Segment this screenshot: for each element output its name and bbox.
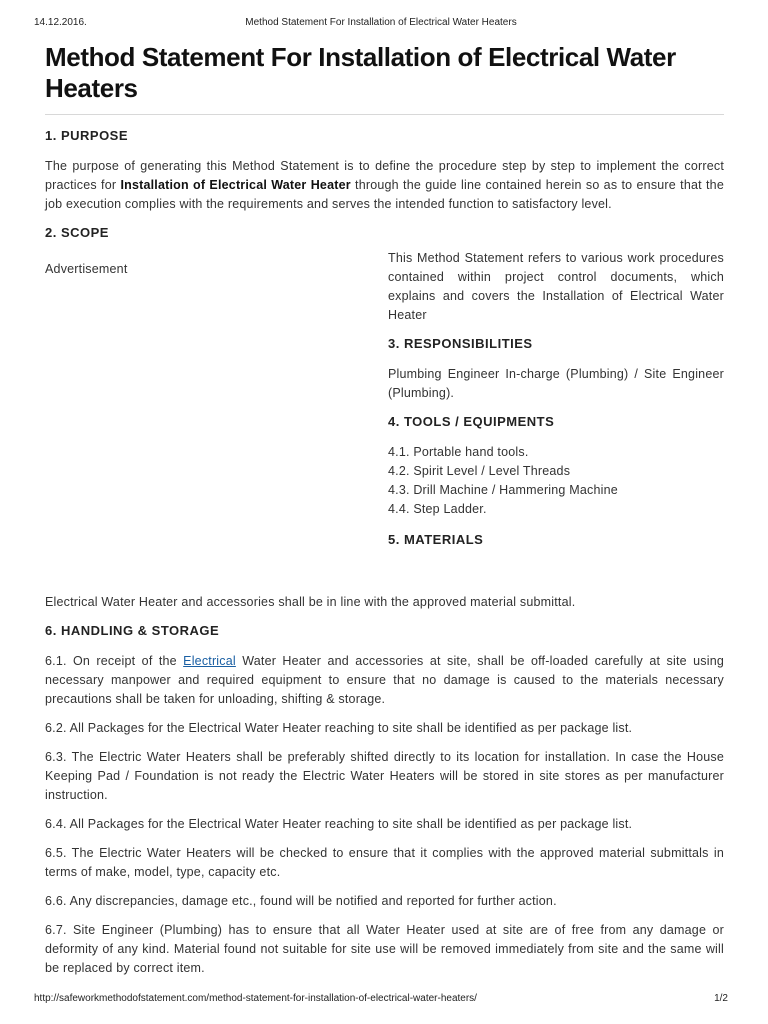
print-footer [34,993,728,1007]
handling-heading: 6. HANDLING & STORAGE [45,623,220,638]
handling-paragraph-6-7: 6.7. Site Engineer (Plumbing) has to ensure that all Water Heater used at site are of free from any damage or deformity of any kind. Material found not suitable for site use will be removed immediately from site and the same will be replaced by correct item. [45,923,724,975]
scope-split-section [45,252,724,593]
responsibilities-paragraph: Plumbing Engineer In-charge (Plumbing) / Site Engineer (Plumbing). [388,367,724,400]
handling-paragraph-6-5: 6.5. The Electric Water Heaters will be checked to ensure that it complies with the approved material submittals in terms of make, model, type, capacity etc. [45,846,724,879]
handling-paragraph-6-3: 6.3. The Electric Water Heaters shall be preferably shifted directly to its location for installation. In case the House Keeping Pad / Foundation is not ready the Electric Water Heaters will be stored in site stores as per manufacturer instruction. [45,750,724,802]
right-column [388,249,724,561]
print-date: 14.12.2016. [34,17,87,28]
handling-paragraph-6-2: 6.2. All Packages for the Electrical Water Heater reaching to site shall be identified as per package list. [45,721,633,735]
page-number: 1/2 [714,993,728,1004]
advertisement-label: Advertisement [45,262,128,276]
article-title: Method Statement For Installation of Electrical Water Heaters [45,42,676,103]
tools-heading: 4. TOOLS / EQUIPMENTS [388,414,555,429]
responsibilities-heading: 3. RESPONSIBILITIES [388,336,533,351]
print-url: http://safeworkmethodofstatement.com/method-statement-for-installation-of-electrical-water-heaters/ [34,993,477,1004]
materials-heading: 5. MATERIALS [388,532,484,547]
purpose-paragraph: The purpose of generating this Method Statement is to define the procedure step by step to implement the correct practices for Installation of Electrical Water Heater through the guide line contained herein so as to ensure that the job execution complies with the requirements and serves the intended function to satisfactory level. [45,159,724,211]
print-header [34,17,728,31]
article [45,42,724,988]
handling-paragraph-6-4: 6.4. All Packages for the Electrical Water Heater reaching to site shall be identified as per package list. [45,817,633,831]
title-divider [45,114,724,115]
handling-paragraph-6-6: 6.6. Any discrepancies, damage etc., found will be notified and reported for further action. [45,894,557,908]
list-item: 4.2. Spirit Level / Level Threads [388,464,571,478]
electrical-link[interactable]: Electrical [183,654,236,668]
scope-heading: 2. SCOPE [45,225,109,240]
list-item: 4.3. Drill Machine / Hammering Machine [388,483,618,497]
tools-list [388,443,724,519]
scope-paragraph: This Method Statement refers to various work procedures contained within project control documents, which explains and covers the Installation of Electrical Water Heater [388,251,724,322]
print-page-title: Method Statement For Installation of Electrical Water Heaters [245,17,517,28]
purpose-bold-phrase: Installation of Electrical Water Heater [120,178,351,192]
purpose-heading: 1. PURPOSE [45,128,129,143]
materials-paragraph: Electrical Water Heater and accessories shall be in line with the approved material submittal. [45,595,576,609]
list-item: 4.1. Portable hand tools. [388,445,529,459]
handling-paragraph-6-1: 6.1. On receipt of the Electrical Water Heater and accessories at site, shall be off-loaded carefully at site using necessary manpower and required equipment to ensure that no damage is caused to the materials necessary precautions shall be taken for unloading, shifting & storage. [45,654,724,706]
list-item: 4.4. Step Ladder. [388,502,487,516]
